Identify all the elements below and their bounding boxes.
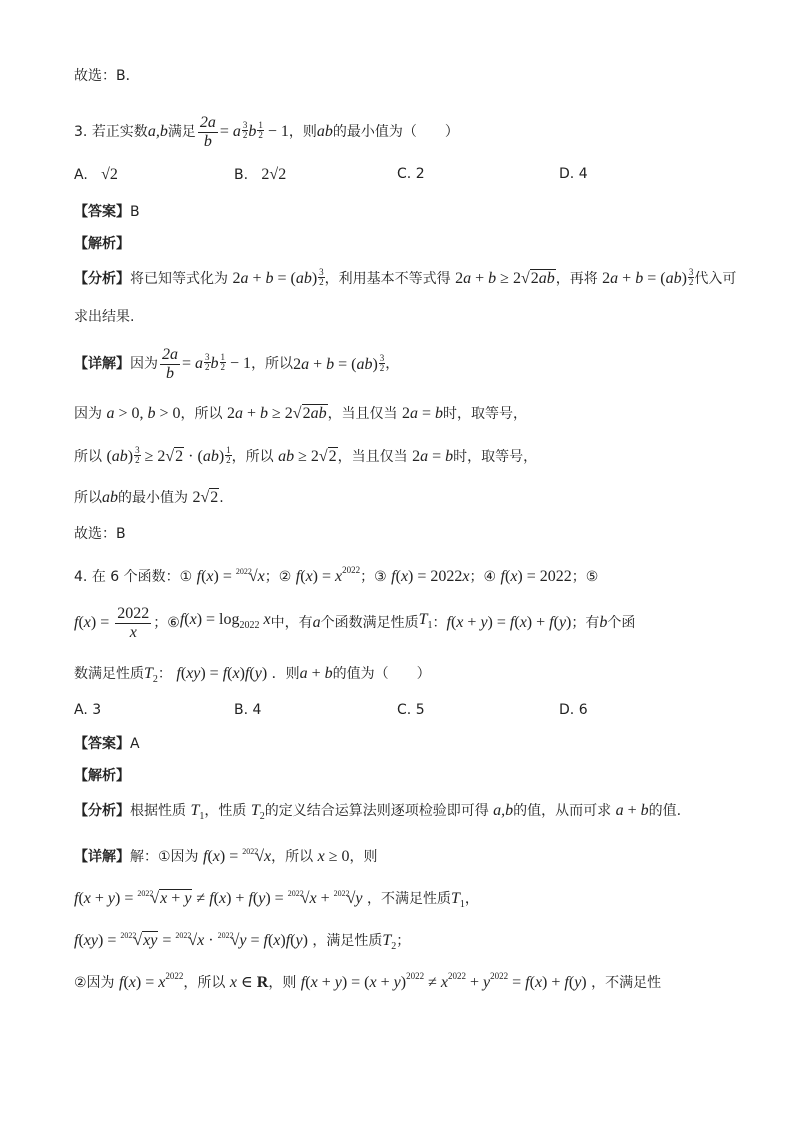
q3-var: ab (316, 123, 333, 140)
q3-stem (74, 110, 459, 154)
q3-text: 的最小值为（ ） (332, 124, 459, 140)
q3-detail-2: 因为 a > 0, b > 0，所以 2a + b ≥ 2√2ab，当且仅当 2a = b时，取等号， (74, 405, 528, 422)
q3-option-a: A. √2 (74, 166, 118, 183)
q3-option-b: B. 2√2 (234, 166, 287, 183)
q4-detail-3: f(xy) = $^{2022}$√xy = $^{2022}$√x · $^{2022}$√y = f(x)f(y) ，满足性质$T_2$； (74, 931, 411, 952)
q3-analysis-tag: 【解析】 (74, 236, 130, 252)
prev-answer-line: 故选：B． (74, 68, 140, 84)
q4-option-a: A. 3 (74, 702, 102, 718)
q4-option-c: C. 5 (397, 702, 425, 718)
q4-option-d: D. 6 (559, 702, 588, 718)
q4-fenxi: 【分析】根据性质 $T_1$，性质 $T_2$的定义结合运算法则逐项检验即可得 a,b的值，从而可求 a + b的值. (74, 802, 682, 822)
q3-option-d: D. 4 (559, 166, 588, 182)
q4-analysis-tag: 【解析】 (74, 768, 130, 784)
q3-text: 若正实数 (91, 124, 148, 140)
q3-text: ，则 (288, 124, 317, 140)
q3-detail-3: 所以 (ab) $\frac{3}{2}$ ≥ 2√2 · (ab) $\frac{1}{2}$ ，所以 ab ≥ 2√2，当且仅当 2a = b时，取等号， (74, 445, 538, 465)
q3-detail-1: 【详解】 因为 $\frac{2a}{b}$ = a $\frac{3}{2}$ b $\frac{1}{2}$ − 1 ，所以 2a + b = (ab) $\frac{3}{2}$ ， (74, 345, 400, 382)
q3-number: 3. (74, 124, 88, 140)
q3-equation: $\frac{2a}{b}$ = a $\frac{3}{2}$ b $\frac{1}{2}$ − 1 (199, 113, 289, 150)
q4-stem-line3: 数满足性质$T_2$： f(xy) = f(x)f(y) ．则a + b的值为（ ） (74, 665, 431, 685)
q3-detail-4: 所以ab的最小值为 2√2. (74, 489, 224, 506)
q4-stem-line2: f(x) = $\frac{2022}{x}$ ；⑥ $f(x) = \log_{2022} x$ 中，有 a 个函数满足性质 $T_1$ ： f(x + y) = f(x) + f(y) ；有 b 个函 (74, 604, 636, 641)
q4-answer: 【答案】A (74, 736, 140, 752)
q3-text: 满足 (167, 124, 196, 140)
q4-option-b: B. 4 (234, 702, 262, 718)
q4-detail-2: f(x + y) = $^{2022}$√x + y ≠ f(x) + f(y) = $^{2022}$√x + $^{2022}$√y ，不满足性质$T_1$， (74, 889, 479, 910)
q3-fenxi: 【分析】将已知等式化为 2a + b = (ab) $\frac{3}{2}$ ，利用基本不等式得 2a + b ≥ 2√2ab，再将 2a + b = (ab) $\frac{3}{2}$ 代入可 (74, 267, 737, 287)
q3-fenxi-cont: 求出结果. (74, 309, 135, 325)
q4-stem-line1: 4. 在 6 个函数：① f(x) = $^{2022}$√x；② $f(x) = x^{2022}$；③ f(x) = 2022x；④ f(x) = 2022；⑤ (74, 565, 599, 585)
q3-option-c: C. 2 (397, 166, 425, 182)
q3-final: 故选：B (74, 526, 126, 542)
q3-var: a,b (147, 123, 168, 140)
q3-answer: 【答案】B (74, 204, 140, 220)
q4-detail-4: ②因为 $f(x) = x^{2022}$，所以 x ∈ R，则 $f(x + y) = (x + y)^{2022} \ne x^{2022} + y^{2022} = f(x) + f(y)$ ，不满足性 (74, 971, 662, 991)
q4-detail-1: 【详解】解：①因为 f(x) = $^{2022}$√x，所以 x ≥ 0，则 (74, 847, 378, 865)
